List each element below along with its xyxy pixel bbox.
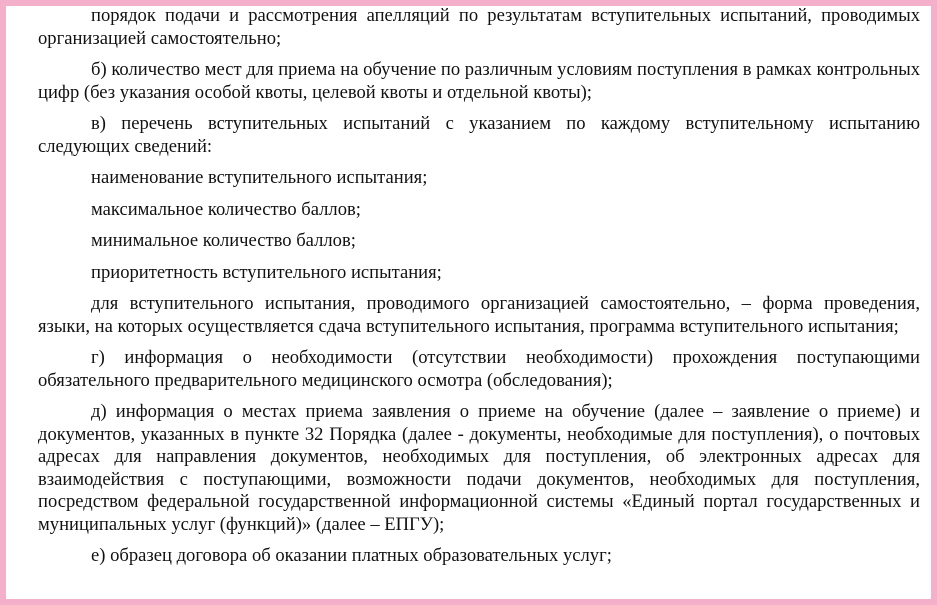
paragraph-item-e-contract-sample: е) образец договора об оказании платных образовательных услуг;: [91, 545, 612, 566]
paragraph-item-v-entrance-tests-list: в) перечень вступительных испытаний с указанием по каждому вступительному испытанию следующих сведений:: [38, 113, 920, 157]
paragraph-item-d-application-places: д) информация о местах приема заявления о приеме на обучение (далее – заявление о приеме) и документов, указанных в пункте 32 Порядка (далее - документы, необходимые для поступления), о почтовых адресах для направления документов, необходимых для поступления, об электронных адресах для взаимодействия с поступающими, возможности подачи документов, необходимых для поступления, посредством федеральной государственной информационной системы «Единый портал государственных и муниципальных услуг (функций)» (далее – ЕПГУ);: [38, 401, 920, 535]
paragraph-min-points: минимальное количество баллов;: [91, 230, 356, 251]
paragraph-test-name: наименование вступительного испытания;: [91, 167, 428, 188]
paragraph-item-b-number-of-places: б) количество мест для приема на обучение по различным условиям поступления в рамках контрольных цифр (без указания особой квоты, целевой квоты и отдельной квоты);: [38, 59, 920, 103]
paragraph-appeals-procedure: порядок подачи и рассмотрения апелляций по результатам вступительных испытаний, проводимых организацией самостоятельно;: [38, 5, 920, 49]
paragraph-self-conducted-test-form: для вступительного испытания, проводимого организацией самостоятельно, – форма проведения, языки, на которых осуществляется сдача вступительного испытания, программа вступительного испытания;: [38, 293, 920, 337]
document-body: [38, 5, 920, 577]
paragraph-item-g-medical-exam: г) информация о необходимости (отсутствии необходимости) прохождения поступающими обязательного предварительного медицинского осмотра (обследования);: [38, 347, 920, 391]
paragraph-max-points: максимальное количество баллов;: [91, 198, 361, 220]
paragraph-test-priority: приоритетность вступительного испытания;: [91, 261, 442, 283]
